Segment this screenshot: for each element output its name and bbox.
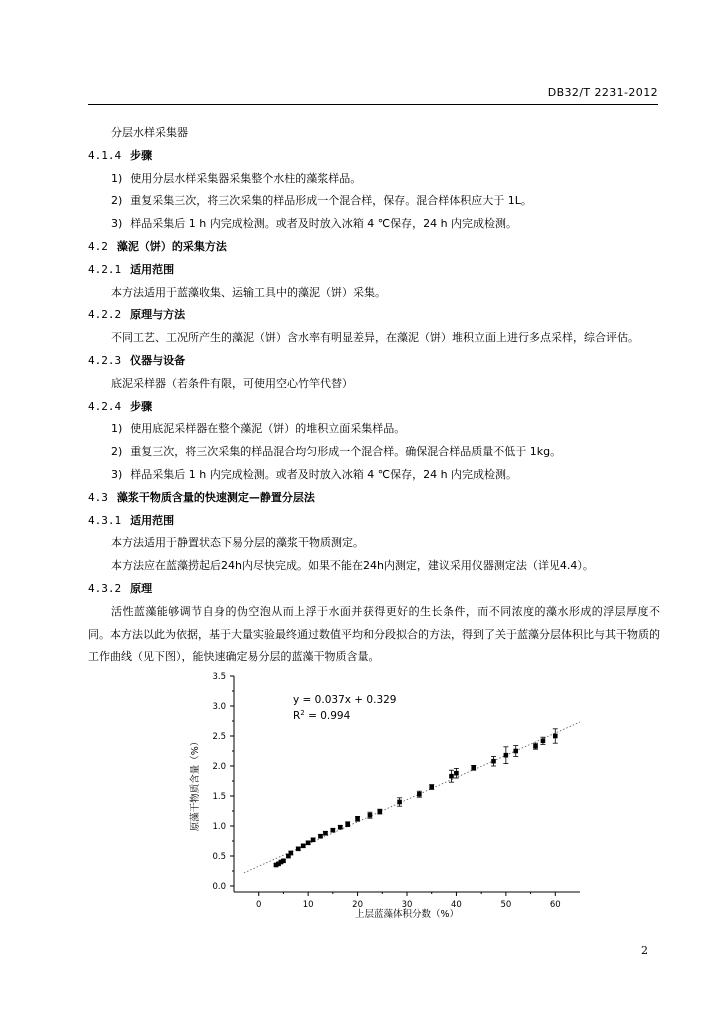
data-point — [281, 859, 286, 864]
data-point — [338, 825, 343, 830]
list-item — [88, 190, 660, 213]
data-point — [311, 838, 316, 843]
list-marker: 2) — [111, 194, 123, 208]
x-tick-label: 50 — [500, 900, 512, 910]
data-point — [533, 744, 538, 749]
x-tick-label: 10 — [302, 900, 314, 910]
section-heading — [88, 259, 660, 282]
data-point — [345, 822, 350, 827]
y-tick-label: 1.5 — [212, 792, 226, 802]
data-point — [454, 771, 459, 776]
text-line: 底泥采样器（若条件有限，可使用空心竹竿代替） — [111, 376, 353, 390]
x-tick-label: 60 — [549, 900, 561, 910]
section-heading — [88, 578, 660, 601]
section-title: 步骤 — [130, 148, 153, 162]
section-title: 原理与方法 — [130, 308, 186, 322]
data-point — [306, 841, 311, 846]
section-title: 藻浆干物质含量的快速测定—静置分层法 — [116, 490, 315, 504]
header-rule — [88, 104, 658, 105]
list-item — [88, 464, 660, 487]
list-marker: 1) — [111, 422, 123, 436]
data-point — [368, 813, 373, 818]
data-point — [417, 792, 422, 797]
section-number: 4.1.4 — [88, 148, 122, 162]
text-line: 分层水样采集器 — [111, 126, 188, 139]
paragraph: 活性蓝藻能够调节自身的伪空泡从而上浮于水面并获得更好的生长条件，而不同浓度的藻水形成的浮层厚度不同。本方法以此为依据，基于大量实验最终通过数值平均和分段拟合的方法，得到了关于蓝藻分层体积比与其干物质的工作曲线（见下图），能快速确定易分层的蓝藻干物质含量。 — [88, 604, 660, 664]
data-point — [471, 766, 476, 771]
data-point — [491, 759, 496, 764]
x-tick-label: 20 — [352, 900, 363, 910]
y-tick-label: 1.0 — [212, 822, 226, 832]
section-heading — [88, 396, 660, 419]
figure-chart — [176, 668, 596, 926]
data-point — [429, 785, 434, 790]
section-title: 适用范围 — [130, 513, 175, 527]
document-code: DB32/T 2231-2012 — [547, 86, 658, 99]
list-item-text: 重复三次，将三次采集的样品混合均匀形成一个混合样。确保混合样品质量不低于 1kg。 — [130, 445, 562, 459]
paragraph: 不同工艺、工况所产生的藻泥（饼）含水率有明显差异，在藻泥（饼）堆积立面上进行多点采样，综合评估。 — [111, 331, 639, 345]
data-point — [323, 831, 328, 836]
y-tick-label: 2.5 — [212, 732, 226, 742]
section-title: 步骤 — [130, 399, 153, 413]
list-item-text: 样品采集后 1 h 内完成检测。或者及时放入冰箱 4 ℃保存，24 h 内完成检测。 — [130, 467, 518, 481]
list-item-text: 使用底泥采样器在整个藻泥（饼）的堆积立面采集样品。 — [130, 422, 406, 436]
x-tick-label: 0 — [256, 900, 262, 910]
section-title: 原理 — [130, 581, 153, 595]
data-point — [289, 851, 294, 856]
r-squared-exponent: 2 — [300, 709, 305, 717]
text-line: 本方法适用于静置状态下易分层的藻浆干物质测定。 — [111, 536, 364, 550]
section-heading — [88, 145, 660, 168]
y-tick-label: 3.5 — [212, 672, 226, 682]
section-number: 4.3 — [88, 490, 108, 504]
section-number: 4.2.1 — [88, 262, 122, 276]
section-heading — [88, 487, 660, 510]
section-number: 4.3.1 — [88, 513, 122, 527]
fit-equation: y = 0.037x + 0.329 — [293, 694, 397, 706]
data-point — [541, 739, 546, 744]
list-marker: 3) — [111, 217, 123, 231]
x-tick-label: 40 — [451, 900, 462, 910]
data-point — [504, 753, 509, 758]
list-item — [88, 168, 660, 191]
r-squared — [293, 709, 351, 722]
y-tick-label: 0.0 — [212, 882, 226, 892]
text-line: 本方法应在蓝藻捞起后24h内尽快完成。如果不能在24h内测定，建议采用仪器测定法（详见4.4）。 — [111, 559, 594, 573]
y-axis-label: 原藻干物质含量（%） — [190, 736, 201, 832]
list-marker: 1) — [111, 171, 123, 185]
section-title: 仪器与设备 — [130, 353, 186, 367]
r-squared-label: R — [293, 710, 301, 722]
list-item-text: 样品采集后 1 h 内完成检测。或者及时放入冰箱 4 ℃保存，24 h 内完成检测。 — [130, 217, 518, 231]
list-marker: 2) — [111, 445, 123, 459]
section-heading — [88, 350, 660, 373]
section-heading — [88, 304, 660, 327]
section-number: 4.2.3 — [88, 353, 122, 367]
data-point — [331, 828, 336, 833]
text-line: 本方法适用于蓝藻收集、运输工具中的藻泥（饼）采集。 — [111, 285, 386, 299]
section-number: 4.2.4 — [88, 399, 122, 413]
section-number: 4.2 — [88, 239, 108, 253]
y-tick-label: 0.5 — [212, 852, 226, 862]
data-point — [318, 834, 323, 839]
y-tick-label: 2.0 — [212, 762, 226, 772]
fit-line — [244, 722, 580, 873]
section-title: 适用范围 — [130, 262, 175, 276]
x-tick-label: 30 — [401, 900, 413, 910]
r-squared-value: = 0.994 — [304, 710, 351, 722]
data-point — [301, 844, 306, 849]
data-point — [296, 847, 301, 852]
section-heading — [88, 510, 660, 533]
section-title: 藻泥（饼）的采集方法 — [116, 239, 227, 253]
document-body — [88, 122, 660, 669]
list-item — [88, 213, 660, 236]
section-number: 4.2.2 — [88, 308, 122, 322]
data-point — [513, 749, 518, 754]
list-item-text: 使用分层水样采集器采集整个水柱的藻浆样品。 — [130, 171, 362, 185]
data-point — [355, 817, 360, 822]
data-point — [378, 809, 383, 814]
y-tick-label: 3.0 — [212, 702, 226, 712]
x-axis-label: 上层蓝藻体积分数（%） — [354, 909, 460, 920]
data-point — [397, 800, 402, 805]
list-marker: 3) — [111, 467, 123, 481]
page-number: 2 — [641, 944, 648, 957]
data-point — [449, 774, 454, 779]
list-item — [88, 441, 660, 464]
section-heading — [88, 236, 660, 259]
section-number: 4.3.2 — [88, 581, 122, 595]
data-point — [553, 734, 558, 739]
list-item-text: 重复采集三次，将三次采集的样品形成一个混合样，保存。混合样体积应大于 1L。 — [130, 194, 532, 208]
list-item — [88, 418, 660, 441]
